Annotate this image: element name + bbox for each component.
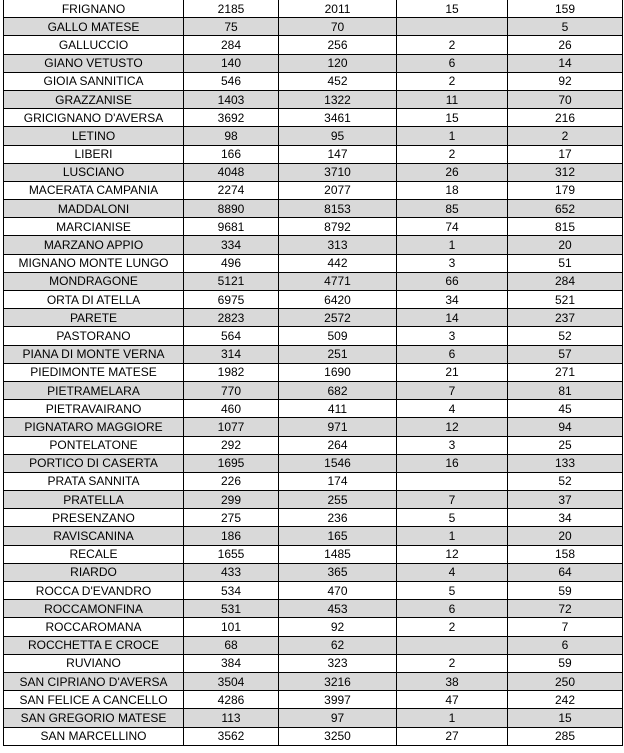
value-cell-3: 15 <box>397 0 508 18</box>
comune-cell: MACERATA CAMPANIA <box>4 181 184 199</box>
municipality-table <box>3 0 623 746</box>
value-cell-3: 1 <box>397 709 508 727</box>
table-row <box>4 527 623 545</box>
value-cell-1: 2823 <box>184 309 279 327</box>
value-cell-3: 11 <box>397 90 508 108</box>
value-cell-3: 15 <box>397 109 508 127</box>
value-cell-2: 255 <box>279 491 397 509</box>
comune-cell: MADDALONI <box>4 200 184 218</box>
value-cell-2: 509 <box>279 327 397 345</box>
value-cell-2: 3710 <box>279 163 397 181</box>
comune-cell: PIGNATARO MAGGIORE <box>4 418 184 436</box>
comune-cell: MIGNANO MONTE LUNGO <box>4 254 184 272</box>
value-cell-3: 2 <box>397 72 508 90</box>
value-cell-1: 4048 <box>184 163 279 181</box>
value-cell-4: 250 <box>508 672 623 690</box>
table-row <box>4 145 623 163</box>
table-body <box>4 0 623 745</box>
comune-cell: GRICIGNANO D'AVERSA <box>4 109 184 127</box>
value-cell-4: 271 <box>508 363 623 381</box>
value-cell-1: 292 <box>184 436 279 454</box>
value-cell-4: 652 <box>508 200 623 218</box>
value-cell-3: 14 <box>397 309 508 327</box>
value-cell-2: 165 <box>279 527 397 545</box>
value-cell-1: 6975 <box>184 291 279 309</box>
value-cell-1: 534 <box>184 582 279 600</box>
comune-cell: GALLUCCIO <box>4 36 184 54</box>
table-row <box>4 309 623 327</box>
value-cell-4: 312 <box>508 163 623 181</box>
value-cell-3: 6 <box>397 54 508 72</box>
table-row <box>4 618 623 636</box>
value-cell-3: 5 <box>397 582 508 600</box>
value-cell-1: 75 <box>184 18 279 36</box>
comune-cell: RAVISCANINA <box>4 527 184 545</box>
value-cell-4: 37 <box>508 491 623 509</box>
value-cell-4: 521 <box>508 291 623 309</box>
table-row <box>4 727 623 745</box>
value-cell-2: 313 <box>279 236 397 254</box>
value-cell-4: 64 <box>508 563 623 581</box>
value-cell-4: 52 <box>508 327 623 345</box>
comune-cell: MARZANO APPIO <box>4 236 184 254</box>
table-row <box>4 181 623 199</box>
table-row <box>4 400 623 418</box>
value-cell-4: 285 <box>508 727 623 745</box>
value-cell-1: 284 <box>184 36 279 54</box>
table-row <box>4 327 623 345</box>
table-row <box>4 236 623 254</box>
value-cell-3: 47 <box>397 691 508 709</box>
value-cell-3: 1 <box>397 236 508 254</box>
table-row <box>4 109 623 127</box>
value-cell-2: 97 <box>279 709 397 727</box>
value-cell-3: 3 <box>397 327 508 345</box>
value-cell-2: 2572 <box>279 309 397 327</box>
value-cell-4: 5 <box>508 18 623 36</box>
comune-cell: SAN MARCELLINO <box>4 727 184 745</box>
comune-cell: FRIGNANO <box>4 0 184 18</box>
value-cell-2: 1485 <box>279 545 397 563</box>
value-cell-1: 496 <box>184 254 279 272</box>
value-cell-1: 314 <box>184 345 279 363</box>
comune-cell: SAN FELICE A CANCELLO <box>4 691 184 709</box>
value-cell-4: 216 <box>508 109 623 127</box>
value-cell-3: 26 <box>397 163 508 181</box>
table-row <box>4 654 623 672</box>
value-cell-1: 531 <box>184 600 279 618</box>
comune-cell: PORTICO DI CASERTA <box>4 454 184 472</box>
value-cell-4: 81 <box>508 381 623 399</box>
value-cell-1: 2185 <box>184 0 279 18</box>
value-cell-2: 264 <box>279 436 397 454</box>
value-cell-4: 25 <box>508 436 623 454</box>
value-cell-2: 256 <box>279 36 397 54</box>
comune-cell: ROCCA D'EVANDRO <box>4 582 184 600</box>
table-row <box>4 491 623 509</box>
value-cell-2: 3216 <box>279 672 397 690</box>
value-cell-3: 21 <box>397 363 508 381</box>
value-cell-1: 140 <box>184 54 279 72</box>
table-row <box>4 563 623 581</box>
comune-cell: ROCCAROMANA <box>4 618 184 636</box>
comune-cell: MONDRAGONE <box>4 272 184 290</box>
table-row <box>4 472 623 490</box>
comune-cell: SAN GREGORIO MATESE <box>4 709 184 727</box>
value-cell-1: 546 <box>184 72 279 90</box>
value-cell-4: 45 <box>508 400 623 418</box>
table-row <box>4 691 623 709</box>
table-row <box>4 582 623 600</box>
value-cell-3: 27 <box>397 727 508 745</box>
comune-cell: RUVIANO <box>4 654 184 672</box>
value-cell-1: 5121 <box>184 272 279 290</box>
table-row <box>4 272 623 290</box>
table-row <box>4 163 623 181</box>
table-row <box>4 54 623 72</box>
table-row <box>4 363 623 381</box>
value-cell-4: 158 <box>508 545 623 563</box>
value-cell-1: 1695 <box>184 454 279 472</box>
value-cell-1: 98 <box>184 127 279 145</box>
comune-cell: MARCIANISE <box>4 218 184 236</box>
value-cell-1: 3504 <box>184 672 279 690</box>
value-cell-4: 94 <box>508 418 623 436</box>
value-cell-2: 971 <box>279 418 397 436</box>
value-cell-4: 59 <box>508 654 623 672</box>
value-cell-2: 6420 <box>279 291 397 309</box>
value-cell-4: 34 <box>508 509 623 527</box>
value-cell-1: 275 <box>184 509 279 527</box>
value-cell-3: 4 <box>397 400 508 418</box>
value-cell-2: 4771 <box>279 272 397 290</box>
table-row <box>4 509 623 527</box>
value-cell-3 <box>397 636 508 654</box>
value-cell-4: 237 <box>508 309 623 327</box>
value-cell-1: 226 <box>184 472 279 490</box>
value-cell-2: 1546 <box>279 454 397 472</box>
comune-cell: GRAZZANISE <box>4 90 184 108</box>
value-cell-2: 682 <box>279 381 397 399</box>
table-row <box>4 454 623 472</box>
value-cell-4: 72 <box>508 600 623 618</box>
value-cell-4: 57 <box>508 345 623 363</box>
comune-cell: GIOIA SANNITICA <box>4 72 184 90</box>
value-cell-2: 236 <box>279 509 397 527</box>
value-cell-3: 16 <box>397 454 508 472</box>
value-cell-2: 70 <box>279 18 397 36</box>
value-cell-3: 4 <box>397 563 508 581</box>
value-cell-2: 323 <box>279 654 397 672</box>
value-cell-2: 3250 <box>279 727 397 745</box>
comune-cell: PIEDIMONTE MATESE <box>4 363 184 381</box>
value-cell-3: 3 <box>397 254 508 272</box>
table-row <box>4 200 623 218</box>
value-cell-1: 770 <box>184 381 279 399</box>
value-cell-2: 442 <box>279 254 397 272</box>
table-row <box>4 127 623 145</box>
value-cell-4: 52 <box>508 472 623 490</box>
table-row <box>4 345 623 363</box>
value-cell-1: 101 <box>184 618 279 636</box>
value-cell-4: 284 <box>508 272 623 290</box>
table-row <box>4 418 623 436</box>
value-cell-4: 17 <box>508 145 623 163</box>
value-cell-1: 1982 <box>184 363 279 381</box>
table-row <box>4 72 623 90</box>
value-cell-3: 1 <box>397 127 508 145</box>
table-row <box>4 0 623 18</box>
table-row <box>4 600 623 618</box>
value-cell-4: 15 <box>508 709 623 727</box>
comune-cell: RIARDO <box>4 563 184 581</box>
value-cell-2: 8153 <box>279 200 397 218</box>
value-cell-1: 9681 <box>184 218 279 236</box>
value-cell-2: 92 <box>279 618 397 636</box>
value-cell-3: 66 <box>397 272 508 290</box>
value-cell-3: 5 <box>397 509 508 527</box>
table-row <box>4 672 623 690</box>
value-cell-3: 7 <box>397 381 508 399</box>
value-cell-1: 384 <box>184 654 279 672</box>
value-cell-1: 186 <box>184 527 279 545</box>
value-cell-1: 166 <box>184 145 279 163</box>
value-cell-1: 299 <box>184 491 279 509</box>
table-row <box>4 709 623 727</box>
value-cell-2: 3997 <box>279 691 397 709</box>
comune-cell: PIETRAMELARA <box>4 381 184 399</box>
value-cell-1: 8890 <box>184 200 279 218</box>
value-cell-2: 95 <box>279 127 397 145</box>
comune-cell: ROCCAMONFINA <box>4 600 184 618</box>
value-cell-1: 334 <box>184 236 279 254</box>
value-cell-2: 62 <box>279 636 397 654</box>
value-cell-2: 453 <box>279 600 397 618</box>
value-cell-3: 12 <box>397 418 508 436</box>
table-row <box>4 545 623 563</box>
comune-cell: LETINO <box>4 127 184 145</box>
comune-cell: PIETRAVAIRANO <box>4 400 184 418</box>
value-cell-1: 460 <box>184 400 279 418</box>
comune-cell: PARETE <box>4 309 184 327</box>
value-cell-3: 38 <box>397 672 508 690</box>
value-cell-4: 133 <box>508 454 623 472</box>
value-cell-1: 113 <box>184 709 279 727</box>
value-cell-2: 2011 <box>279 0 397 18</box>
value-cell-1: 3692 <box>184 109 279 127</box>
table-row <box>4 636 623 654</box>
value-cell-1: 1655 <box>184 545 279 563</box>
value-cell-4: 20 <box>508 236 623 254</box>
value-cell-2: 120 <box>279 54 397 72</box>
comune-cell: SAN CIPRIANO D'AVERSA <box>4 672 184 690</box>
value-cell-1: 1077 <box>184 418 279 436</box>
value-cell-3: 7 <box>397 491 508 509</box>
value-cell-3: 2 <box>397 654 508 672</box>
comune-cell: GALLO MATESE <box>4 18 184 36</box>
value-cell-2: 365 <box>279 563 397 581</box>
table-row <box>4 218 623 236</box>
value-cell-3: 3 <box>397 436 508 454</box>
comune-cell: ROCCHETTA E CROCE <box>4 636 184 654</box>
comune-cell: RECALE <box>4 545 184 563</box>
value-cell-3: 74 <box>397 218 508 236</box>
value-cell-3 <box>397 472 508 490</box>
value-cell-4: 6 <box>508 636 623 654</box>
table-row <box>4 90 623 108</box>
table-row <box>4 381 623 399</box>
comune-cell: ORTA DI ATELLA <box>4 291 184 309</box>
value-cell-4: 92 <box>508 72 623 90</box>
value-cell-4: 2 <box>508 127 623 145</box>
value-cell-3: 6 <box>397 345 508 363</box>
value-cell-4: 20 <box>508 527 623 545</box>
table-row <box>4 18 623 36</box>
comune-cell: LIBERI <box>4 145 184 163</box>
value-cell-2: 2077 <box>279 181 397 199</box>
comune-cell: GIANO VETUSTO <box>4 54 184 72</box>
comune-cell: LUSCIANO <box>4 163 184 181</box>
value-cell-4: 70 <box>508 90 623 108</box>
value-cell-4: 59 <box>508 582 623 600</box>
comune-cell: PRATELLA <box>4 491 184 509</box>
table-row <box>4 254 623 272</box>
value-cell-3: 2 <box>397 36 508 54</box>
value-cell-1: 1403 <box>184 90 279 108</box>
value-cell-2: 1690 <box>279 363 397 381</box>
comune-cell: PONTELATONE <box>4 436 184 454</box>
table-row <box>4 436 623 454</box>
value-cell-3: 6 <box>397 600 508 618</box>
value-cell-2: 1322 <box>279 90 397 108</box>
value-cell-3: 18 <box>397 181 508 199</box>
value-cell-4: 51 <box>508 254 623 272</box>
value-cell-2: 8792 <box>279 218 397 236</box>
value-cell-3: 34 <box>397 291 508 309</box>
value-cell-4: 7 <box>508 618 623 636</box>
comune-cell: PASTORANO <box>4 327 184 345</box>
value-cell-1: 3562 <box>184 727 279 745</box>
value-cell-3: 1 <box>397 527 508 545</box>
value-cell-1: 4286 <box>184 691 279 709</box>
value-cell-3: 2 <box>397 618 508 636</box>
value-cell-2: 470 <box>279 582 397 600</box>
value-cell-4: 159 <box>508 0 623 18</box>
value-cell-4: 26 <box>508 36 623 54</box>
value-cell-2: 251 <box>279 345 397 363</box>
comune-cell: PRESENZANO <box>4 509 184 527</box>
value-cell-4: 179 <box>508 181 623 199</box>
value-cell-1: 68 <box>184 636 279 654</box>
value-cell-3: 12 <box>397 545 508 563</box>
value-cell-3: 85 <box>397 200 508 218</box>
value-cell-1: 2274 <box>184 181 279 199</box>
table-row <box>4 36 623 54</box>
comune-cell: PIANA DI MONTE VERNA <box>4 345 184 363</box>
value-cell-3: 2 <box>397 145 508 163</box>
value-cell-1: 564 <box>184 327 279 345</box>
table-row <box>4 291 623 309</box>
value-cell-1: 433 <box>184 563 279 581</box>
value-cell-2: 3461 <box>279 109 397 127</box>
value-cell-4: 14 <box>508 54 623 72</box>
value-cell-2: 411 <box>279 400 397 418</box>
value-cell-2: 147 <box>279 145 397 163</box>
value-cell-4: 242 <box>508 691 623 709</box>
comune-cell: PRATA SANNITA <box>4 472 184 490</box>
value-cell-4: 815 <box>508 218 623 236</box>
value-cell-2: 452 <box>279 72 397 90</box>
value-cell-3 <box>397 18 508 36</box>
value-cell-2: 174 <box>279 472 397 490</box>
